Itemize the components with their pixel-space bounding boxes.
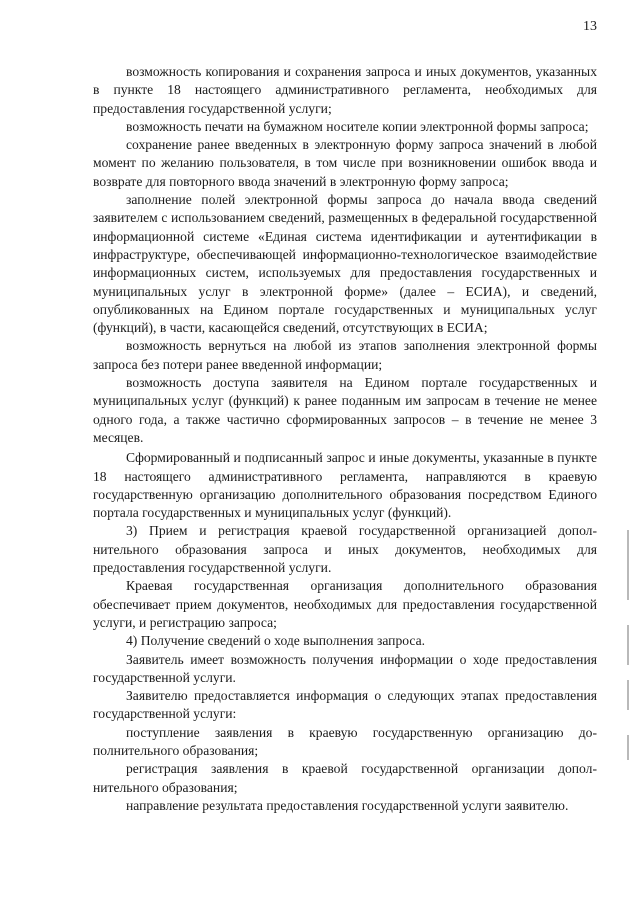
page-number: 13 bbox=[583, 19, 597, 34]
paragraph-return-step: возможность вернуться на любой из этапов заполнения электронной формы запроса без потери ранее введенной информации; bbox=[93, 338, 597, 372]
paragraph-stage-registration: регистрация заявления в краевой государственной организации дополнительного образования; bbox=[93, 761, 597, 795]
paragraph-copy-save: возможность копирования и сохранения запроса и иных документов, указанных в пункте 18 настоящего административного регламента, необходимых для предоставления государственной услуги; bbox=[93, 64, 597, 116]
paragraph-print: возможность печати на бумажном носителе копии электронной формы запроса; bbox=[126, 118, 589, 134]
scan-margin-marks bbox=[627, 530, 630, 760]
paragraph-autofill-esia: заполнение полей электронной формы запроса до начала ввода сведений заявителем с использованием сведений, размещенных в федеральной государственной информационной системе «Единая система идентификации и аутентификации в инфраструктуре, обеспечивающей информационно-технологическое взаимодействие информационных систем, используемых для предоставления государственных и муниципальных услуг в электронной форме» (далее – ЕСИА), и сведений, опубликованных на Едином портале государственных и муниципальных услуг (функций), в части, касающейся сведений, отсутствующих в ЕСИА; bbox=[93, 192, 597, 336]
paragraph-item-4: 4) Получение сведений о ходе выполнения запроса. bbox=[126, 633, 426, 649]
paragraph-organization-accepts: Краевая государственная организация дополнительного образования обеспечивает прием документов, необходимых для предоставления государственной услуги, и регистрацию запроса; bbox=[93, 578, 597, 630]
paragraph-stages-intro: Заявителю предоставляется информация о следующих этапах предоставления государственной услуги: bbox=[93, 688, 597, 722]
paragraph-submitted-request: Сформированный и подписанный запрос и иные документы, указанные в пункте 18 настоящего административного регламента, направляются в краевую государственную организацию дополнительного образования посредством Единого портала государственных и муниципальных услуг (функций). bbox=[93, 450, 597, 521]
paragraph-save-values: сохранение ранее введенных в электронную форму запроса значений в любой момент по желанию пользователя, в том числе при возникновении ошибок ввода и возврате для повторного ввода значений в электронную форму запроса; bbox=[93, 137, 597, 189]
paragraph-applicant-info: Заявитель имеет возможность получения информации о ходе предоставления государственной услуги. bbox=[93, 651, 597, 685]
paragraph-access-requests: возможность доступа заявителя на Едином портале государственных и муниципальных услуг (функций) к ранее поданным им запросам в течение не менее одного года, а также частично сформированных запросов – в течение не менее 3 месяцев. bbox=[93, 375, 597, 445]
document-body bbox=[93, 63, 597, 815]
paragraph-stage-receipt: поступление заявления в краевую государственную организацию дополнительного образования; bbox=[93, 724, 597, 758]
paragraph-item-3: 3) Прием и регистрация краевой государственной организацией дополнительного образования запроса и иных документов, необходимых для предоставления государственной услуги. bbox=[93, 523, 597, 576]
paragraph-stage-result: направление результата предоставления государственной услуги заявителю. bbox=[126, 797, 569, 813]
